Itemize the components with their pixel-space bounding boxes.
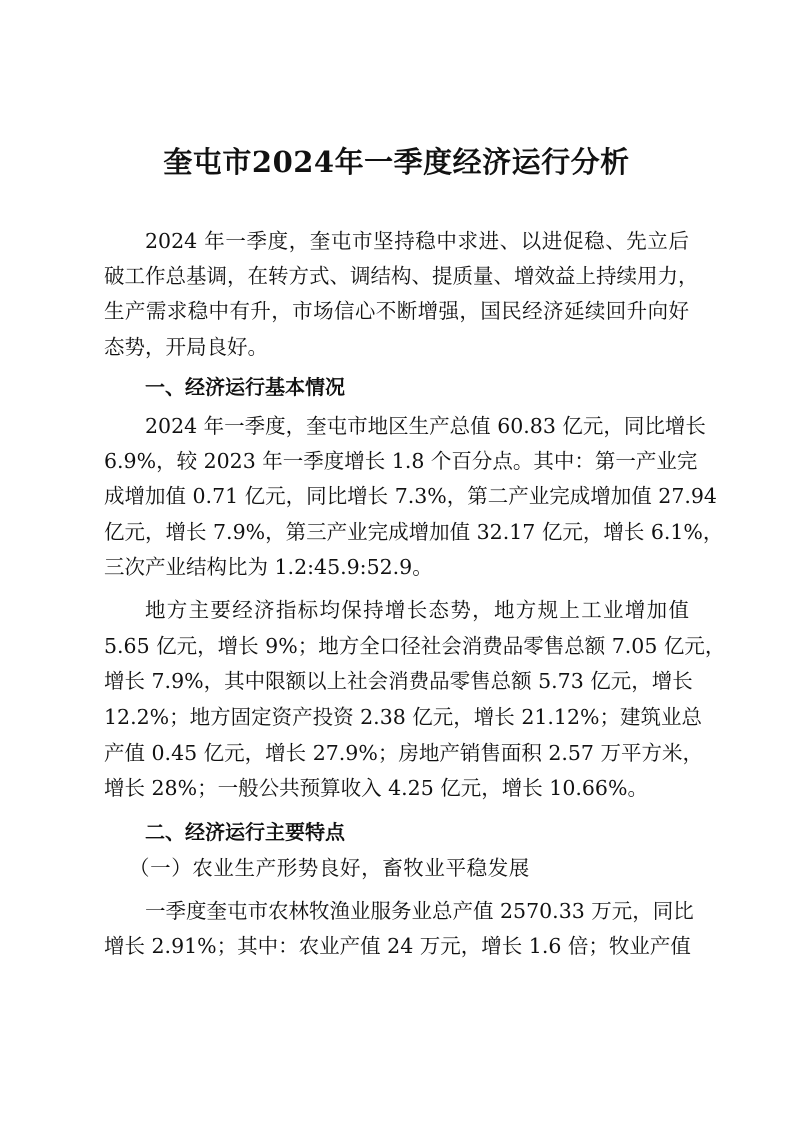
intro-line: 2024 年一季度，奎屯市坚持稳中求进、以进促稳、先立后 [145,229,689,253]
section-heading: 一、经济运行基本情况 [145,375,345,399]
paragraph-line: 2024 年一季度，奎屯市地区生产总值 60.83 亿元，同比增长 [145,414,706,438]
paragraph-line: 地方主要经济指标均保持增长态势，地方规上工业增加值 [145,598,689,622]
paragraph-line: 产值 0.45 亿元，增长 27.9%；房地产销售面积 2.57 万平方米， [104,741,703,765]
paragraph-line: 12.2%；地方固定资产投资 2.38 亿元，增长 21.12%；建筑业总 [104,705,702,729]
sub-heading: （一）农业生产形势良好，畜牧业平稳发展 [129,856,530,880]
document-title: 奎屯市2024年一季度经济运行分析 [163,145,630,179]
section-heading: 二、经济运行主要特点 [145,820,345,844]
paragraph-line: 亿元，增长 7.9%，第三产业完成增加值 32.17 亿元，增长 6.1%， [104,520,724,544]
paragraph-line: 增长 28%；一般公共预算收入 4.25 亿元，增长 10.66%。 [104,776,648,800]
intro-line: 破工作总基调，在转方式、调结构、提质量、增效益上持续用力， [104,264,699,288]
intro-line: 生产需求稳中有升，市场信心不断增强，国民经济延续回升向好 [104,299,689,323]
paragraph-line: 增长 2.91%；其中：农业产值 24 万元，增长 1.6 倍；牧业产值 [104,934,691,958]
paragraph-line: 5.65 亿元，增长 9%；地方全口径社会消费品零售总额 7.05 亿元， [104,634,726,658]
paragraph-line: 成增加值 0.71 亿元，同比增长 7.3%，第二产业完成增加值 27.94 [104,484,717,508]
paragraph-line: 6.9%，较 2023 年一季度增长 1.8 个百分点。其中：第一产业完 [104,449,698,473]
intro-line: 态势，开局良好。 [104,335,268,359]
paragraph-line: 增长 7.9%，其中限额以上社会消费品零售总额 5.73 亿元，增长 [104,669,693,693]
paragraph-line: 三次产业结构比为 1.2:45.9:52.9。 [104,555,433,579]
paragraph-line: 一季度奎屯市农林牧渔业服务业总产值 2570.33 万元，同比 [145,899,694,923]
